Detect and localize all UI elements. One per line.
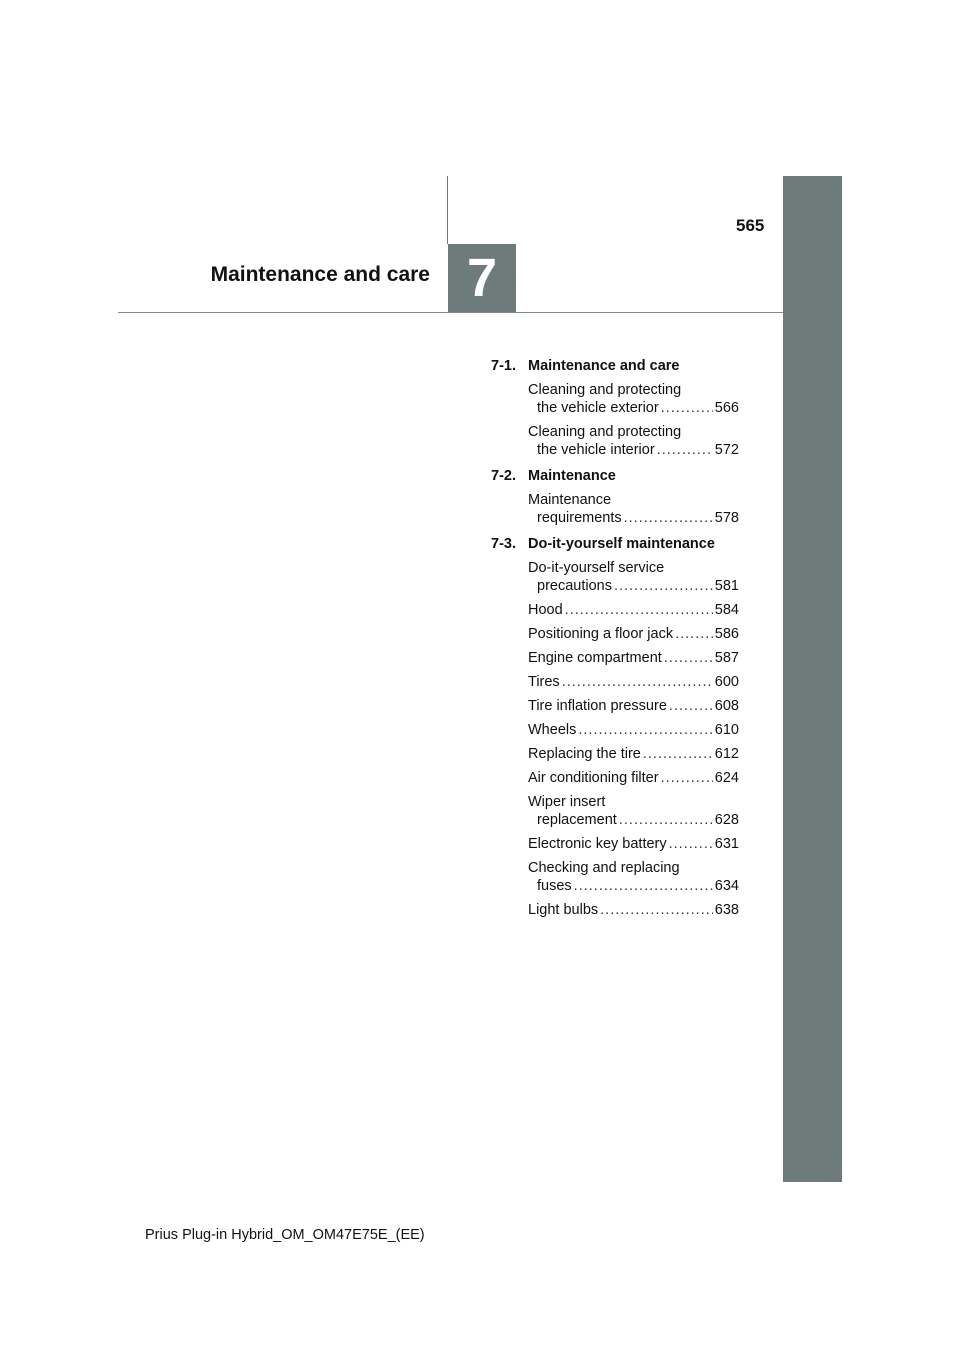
toc-entry-title: the vehicle exterior — [537, 400, 659, 416]
toc-entry-page-number: 608 — [714, 698, 739, 714]
document-footer: Prius Plug-in Hybrid_OM_OM47E75E_(EE) — [145, 1227, 425, 1243]
toc-dot-leader — [619, 811, 713, 829]
toc-entry-page-number: 581 — [714, 578, 739, 594]
toc-entry-title-line: Wiper insert — [528, 794, 606, 810]
toc-section-number: 7-2. — [491, 468, 516, 484]
toc-entry-page-number: 587 — [714, 650, 739, 666]
toc-section — [491, 533, 739, 919]
toc-entry-page-number: 586 — [714, 626, 739, 642]
toc-dot-leader — [675, 625, 713, 643]
toc-section — [491, 465, 739, 527]
chapter-number: 7 — [466, 248, 498, 308]
toc-entry-title: requirements — [537, 510, 622, 526]
toc-entry[interactable] — [528, 793, 739, 829]
toc-section-heading — [491, 533, 739, 555]
toc-dot-leader — [643, 745, 713, 763]
toc-dot-leader — [624, 509, 713, 527]
toc-entry-page-number: 578 — [714, 510, 739, 526]
toc-entry[interactable] — [528, 601, 739, 619]
toc-section-title: Maintenance — [528, 468, 616, 484]
toc-entry[interactable] — [528, 745, 739, 763]
toc-dot-leader — [661, 769, 713, 787]
chapter-side-tab — [783, 176, 842, 1182]
toc-entry-title: Light bulbs — [528, 902, 599, 918]
toc-section-number: 7-3. — [491, 536, 516, 552]
toc-entry-title-line: Maintenance — [528, 492, 612, 508]
toc-entry-title: Air conditioning filter — [528, 770, 659, 786]
toc-entry-title: fuses — [537, 878, 572, 894]
toc-section-title: Do-it-yourself maintenance — [528, 536, 715, 552]
toc-dot-leader — [565, 601, 713, 619]
toc-dot-leader — [669, 835, 713, 853]
toc-entry-title: replacement — [537, 812, 617, 828]
toc-entry-title-line: Checking and replacing — [528, 860, 680, 876]
toc-entry-title: Positioning a floor jack — [528, 626, 674, 642]
toc-entry-page-number: 612 — [714, 746, 739, 762]
toc-entry-page-number: 634 — [714, 878, 739, 894]
toc-entry[interactable] — [528, 859, 739, 895]
toc-entry-page-number: 572 — [714, 442, 739, 458]
toc-dot-leader — [578, 721, 712, 739]
toc-entry[interactable] — [528, 559, 739, 595]
toc-entry-title-line: Cleaning and protecting — [528, 424, 682, 440]
toc-entry-title-line: Cleaning and protecting — [528, 382, 682, 398]
toc-entry[interactable] — [528, 491, 739, 527]
toc-entry-page-number: 584 — [714, 602, 739, 618]
toc-entry[interactable] — [528, 649, 739, 667]
toc-dot-leader — [562, 673, 713, 691]
toc-entry[interactable] — [528, 381, 739, 417]
toc-entry-title: Wheels — [528, 722, 577, 738]
toc-entry-page-number: 610 — [714, 722, 739, 738]
chapter-title: Maintenance and care — [210, 263, 430, 286]
toc-entry-title-line: Do-it-yourself service — [528, 560, 665, 576]
toc-section — [491, 355, 739, 459]
toc-entry-page-number: 631 — [714, 836, 739, 852]
toc-entry-title: Replacing the tire — [528, 746, 641, 762]
toc-dot-leader — [600, 901, 713, 919]
toc-entry-page-number: 566 — [714, 400, 739, 416]
toc-dot-leader — [664, 649, 713, 667]
toc-dot-leader — [614, 577, 713, 595]
toc-section-heading — [491, 355, 739, 377]
toc-entry-title: Hood — [528, 602, 563, 618]
toc-entry-title: Engine compartment — [528, 650, 662, 666]
toc-entry-title: precautions — [537, 578, 612, 594]
toc-entry[interactable] — [528, 835, 739, 853]
header-vertical-rule — [447, 176, 448, 244]
toc-dot-leader — [661, 399, 713, 417]
toc-entry[interactable] — [528, 673, 739, 691]
toc-entry-page-number: 628 — [714, 812, 739, 828]
page-number: 565 — [736, 216, 765, 235]
toc-entry-page-number: 624 — [714, 770, 739, 786]
toc-section-number: 7-1. — [491, 358, 516, 374]
toc-entry[interactable] — [528, 625, 739, 643]
toc-entry-page-number: 638 — [714, 902, 739, 918]
toc-entry-title: the vehicle interior — [537, 442, 655, 458]
chapter-number-box — [448, 244, 516, 312]
toc-dot-leader — [574, 877, 713, 895]
toc-dot-leader — [657, 441, 713, 459]
toc-section-heading — [491, 465, 739, 487]
toc-section-title: Maintenance and care — [528, 358, 680, 374]
toc-entry[interactable] — [528, 423, 739, 459]
toc-entry[interactable] — [528, 721, 739, 739]
toc-entry[interactable] — [528, 769, 739, 787]
toc-entry-title: Electronic key battery — [528, 836, 667, 852]
toc-entry-title: Tire inflation pressure — [528, 698, 667, 714]
toc-entry-page-number: 600 — [714, 674, 739, 690]
header-horizontal-rule — [118, 312, 783, 313]
toc-entry[interactable] — [528, 901, 739, 919]
toc-entry[interactable] — [528, 697, 739, 715]
toc-entry-title: Tires — [528, 674, 560, 690]
table-of-contents — [491, 355, 739, 925]
toc-dot-leader — [669, 697, 713, 715]
